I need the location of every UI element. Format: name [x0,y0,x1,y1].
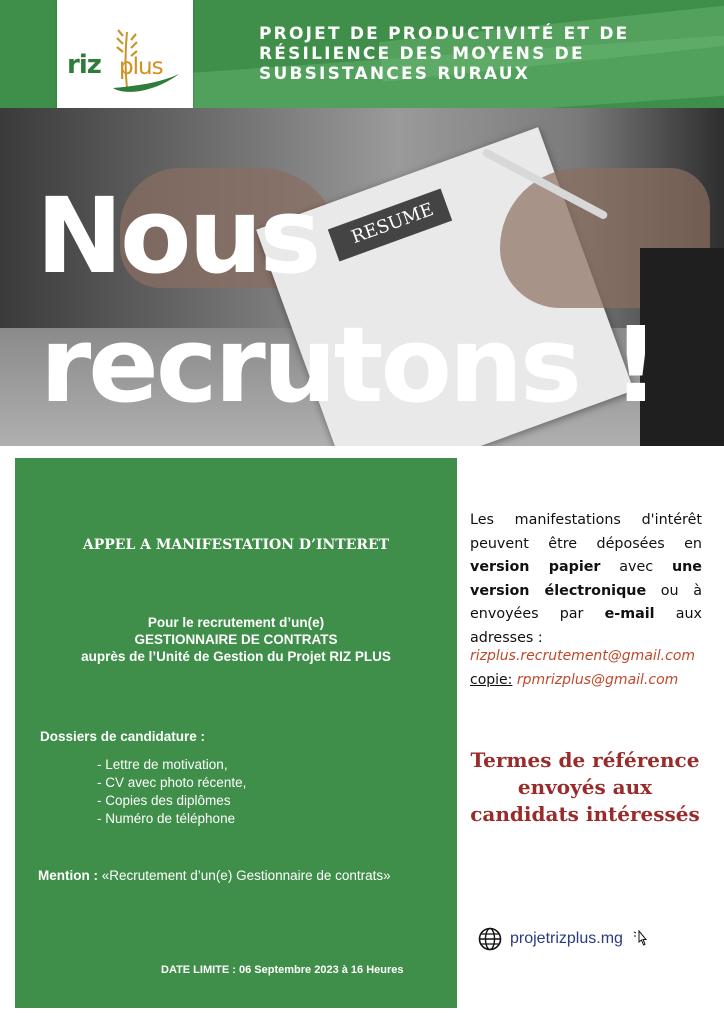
project-title-line: SUBSISTANCES RURAUX [259,64,531,84]
project-title-line: PROJET DE PRODUCTIVITÉ ET DE [259,24,630,44]
hero-title-line1: Nous [36,175,319,297]
mention-value: «Recrutement d’un(e) Gestionnaire de contrats» [98,868,391,883]
submission-text: ou à envoyées par [470,582,702,622]
terms-line: Termes de référence [470,748,700,772]
email-recruitment[interactable]: rizplus.recrutement@gmail.com [470,648,696,664]
recruitment-position: GESTIONNAIRE DE CONTRATS [134,632,338,647]
pointer-cursor-icon [633,930,649,948]
terms-line: envoyés aux [517,775,653,799]
submission-instructions [470,509,702,650]
mention-label: Mention : [38,868,98,883]
project-title-line: RÉSILIENCE DES MOYENS DE [259,44,585,64]
ami-panel [15,458,457,1008]
submission-bold: une version électronique [470,559,702,599]
submission-bold: version papier [470,559,601,575]
recruitment-line: Pour le recrutement d’un(e) [147,615,325,630]
terms-of-reference [460,747,710,828]
copy-email-line [470,672,678,688]
logo-text-riz: riz [67,50,101,80]
dossiers-title: Dossiers de candidature : [40,729,206,744]
hero-title-line2: recrutons ! [40,304,657,426]
logo-text-plus: plus [119,54,163,80]
recruitment-line: auprès de l’Unité de Gestion du Projet RIZ PLUS [81,649,391,664]
email-copy[interactable]: rpmrizplus@gmail.com [512,672,679,688]
website-label[interactable]: projetrizplus.mg [510,930,623,947]
ami-heading: APPEL A MANIFESTATION D’INTERET [82,537,390,553]
deadline: DATE LIMITE : 06 Septembre 2023 à 16 Heures [161,964,404,976]
submission-bold: e-mail [604,606,655,622]
project-title [259,24,699,84]
mention [38,868,391,883]
globe-icon [478,927,502,951]
list-item: - CV avec photo récente, [97,775,247,790]
copy-label: copie: [470,672,513,688]
recruitment-description [15,614,457,665]
website-link[interactable] [478,927,649,951]
submission-text: Les manifestations d'intérêt peuvent être déposées en [470,512,702,552]
submission-text: aux adresses : [470,606,702,646]
photo-resume-heading-text: RESUME [348,199,437,249]
list-item: - Numéro de téléphone [97,811,236,826]
dossiers-list [97,756,246,828]
terms-line: candidats intéressés [470,802,700,826]
submission-text: avec [600,559,672,575]
list-item: - Copies des diplômes [97,793,231,808]
list-item: - Lettre de motivation, [97,757,228,772]
